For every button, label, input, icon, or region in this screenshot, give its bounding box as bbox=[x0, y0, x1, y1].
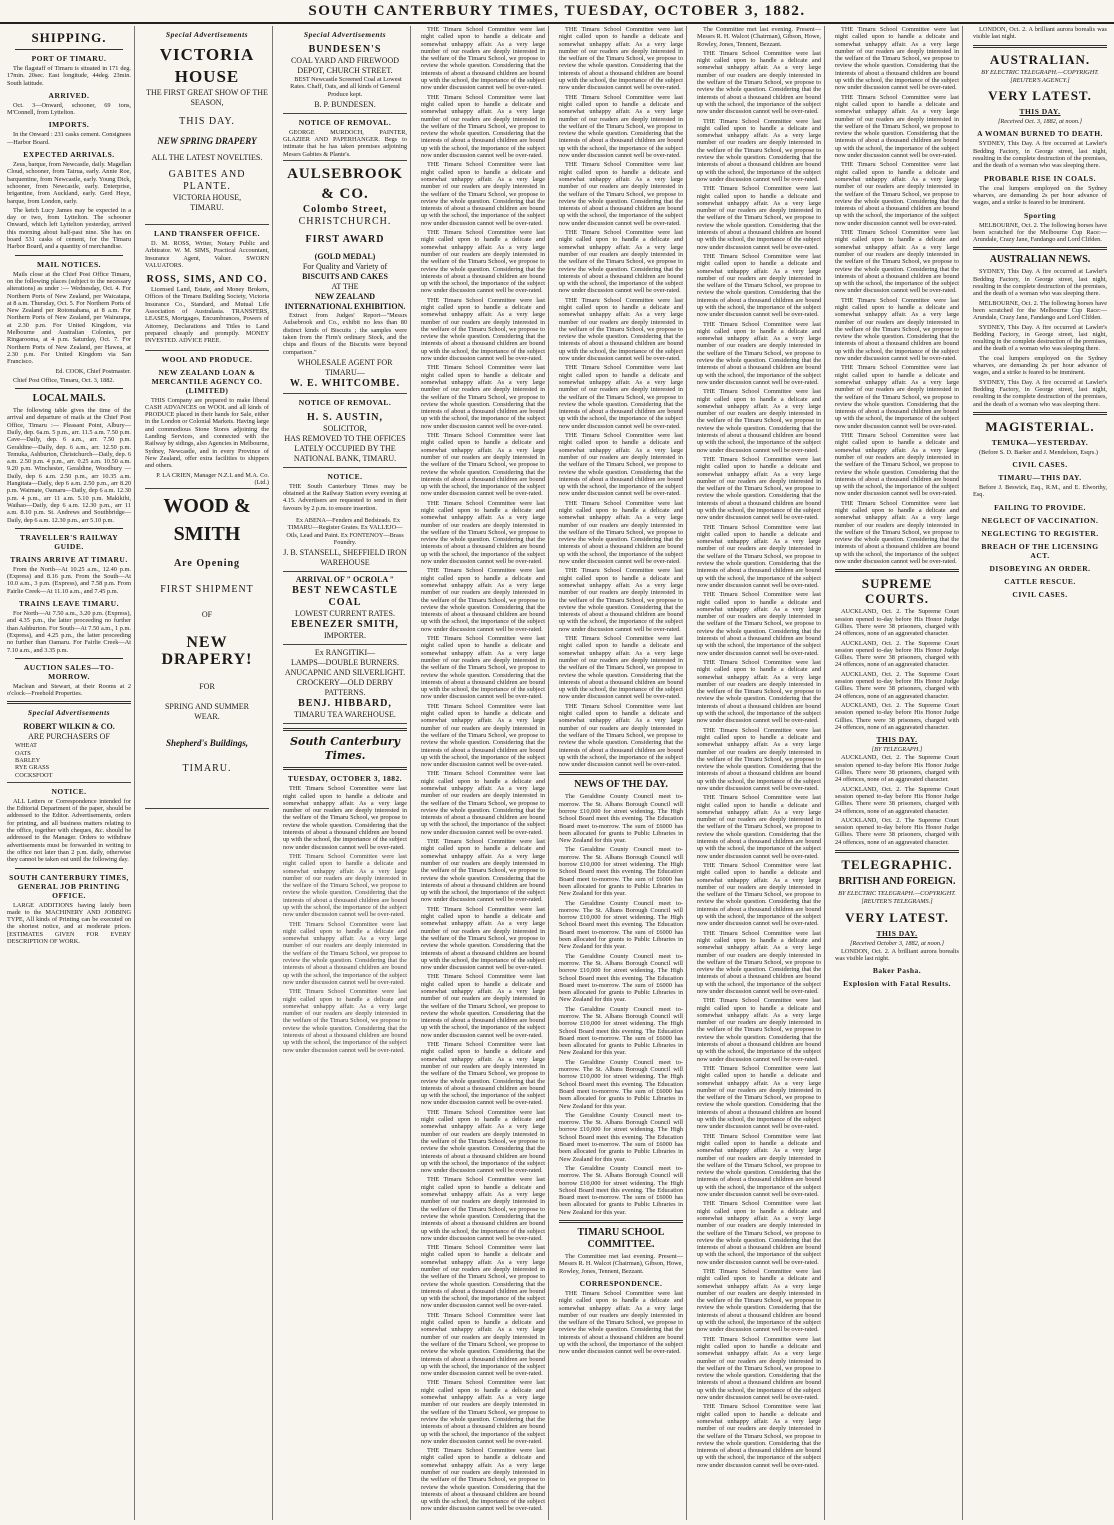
editorial-continued: THE Timaru School Committee were last night called upon to handle a delicate and somewhat unhappy affair. As a very large number of our readers are deeply interested in the welfare of the Timaru School, we propose to review the whole question. Considering that the interests of about a thousand children are bound up with the school, the importance of the subject now under discussion cannot well be over-rated. bbox=[559, 432, 683, 498]
victoria-house-ad bbox=[145, 41, 269, 225]
austin-title: H. S. AUSTIN, bbox=[306, 411, 384, 423]
wilkin-item: RYE GRASS bbox=[15, 764, 50, 772]
timaru-day-heading: TIMARU—THIS DAY. bbox=[998, 473, 1082, 483]
news-text: The Geraldine County Council meet to-morrow. The St. Albans Borough Council will borrow £10,000 for street widening. The High School Board meet this evening. The Education Board meet to-morrow. The sum of £6000 has been allocated for grants to Public Libraries in New Zealand for this year. bbox=[559, 793, 683, 845]
supreme-courts-text: AUCKLAND, Oct. 2. The Supreme Court session opened to-day before His Honor Judge Gillies. There were 38 prisoners, charged with 24 offences, none of an aggravated character. bbox=[835, 639, 959, 669]
australian-news-heading: AUSTRALIAN NEWS. bbox=[989, 254, 1091, 266]
vh-line: NEW SPRING DRAPERY bbox=[157, 136, 257, 146]
supreme-courts-text: AUCKLAND, Oct. 2. The Supreme Court session opened to-day before His Honor Judge Gillies. There were 38 prisoners, charged with 24 offences, none of an aggravated character. bbox=[835, 670, 959, 700]
register-heading: NEGLECTING TO REGISTER. bbox=[981, 528, 1099, 538]
telegraphic-heading: TELEGRAPHIC. bbox=[841, 856, 953, 872]
supreme-courts-text: AUCKLAND, Oct. 2. The Supreme Court session opened to-day before His Honor Judge Gillies. There were 38 prisoners, charged with 24 offences, none of an aggravated character. bbox=[835, 608, 959, 638]
committee-continued: THE Timaru School Committee were last night called upon to handle a delicate and somewhat unhappy affair. As a very large number of our readers are deeply interested in the welfare of the Timaru School, we propose to review the whole question. Considering that the interests of about a thousand children are bound up with the school, the importance of the subject now under discussion cannot well be over-rated. bbox=[835, 499, 959, 566]
committee-continued: THE Timaru School Committee were last night called upon to handle a delicate and somewhat unhappy affair. As a very large number of our readers are deeply interested in the welfare of the Timaru School, we propose to review the whole question. Considering that the interests of about a thousand children are bound up with the school, the importance of the subject now under discussion cannot well be over-rated. bbox=[835, 432, 959, 498]
correspondence-heading: CORRESPONDENCE. bbox=[579, 1278, 663, 1288]
news-text: The Geraldine County Council meet to-morrow. The St. Albans Borough Council will borrow £10,000 for street widening. The High School Board meet this evening. The Education Board meet to-morrow. The sum of £6000 has been allocated for grants to Public Libraries in New Zealand for this year. bbox=[559, 1058, 683, 1110]
explosion-heading: Explosion with Fatal Results. bbox=[843, 979, 951, 989]
masthead-title: SOUTH CANTERBURY TIMES, TUESDAY, OCTOBER 3, 1882. bbox=[308, 3, 806, 19]
committee-continued: THE Timaru School Committee were last night called upon to handle a delicate and somewhat unhappy affair. As a very large number of our readers are deeply interested in the welfare of the Timaru School, we propose to review the whole question. Considering that the interests of about a thousand children are bound up with the school, the importance of the subject now under discussion cannot well be over-rated. bbox=[697, 591, 821, 657]
nzl-signature: P. LA CRIEN, Manager N.Z.L and M.A. Co. (Ltd.) bbox=[156, 471, 269, 486]
aulsebrook-line: Colombo Street, bbox=[302, 204, 388, 216]
murdoch-text: GEORGE MURDOCH, PAINTER, GLAZIER AND PAPERHANGER. Begs to intimate that he has taken premises adjoining Messrs Gabites & Plante's. bbox=[283, 128, 407, 158]
committee-continued: THE Timaru School Committee were last night called upon to handle a delicate and somewhat unhappy affair. As a very large number of our readers are deeply interested in the welfare of the Timaru School, we propose to review the whole question. Considering that the interests of about a thousand children are bound up with the school, the importance of the subject now under discussion cannot well be over-rated. bbox=[697, 658, 821, 725]
auction-heading: AUCTION SALES—TO-MORROW. bbox=[23, 662, 115, 681]
editorial-body: THE Timaru School Committee were last night called upon to handle a delicate and somewhat unhappy affair. As a very large number of our readers are deeply interested in the welfare of the Timaru School, we propose to review the whole question. Considering that the interests of about a thousand children are bound up with the school, the importance of the subject now under discussion cannot well be over-rated. bbox=[283, 988, 407, 1054]
committee-continued: THE Timaru School Committee were last night called upon to handle a delicate and somewhat unhappy affair. As a very large number of our readers are deeply interested in the welfare of the Timaru School, we propose to review the whole question. Considering that the interests of about a thousand children are bound up with the school, the importance of the subject now under discussion cannot well be over-rated. bbox=[697, 1403, 821, 1469]
masthead bbox=[0, 0, 1114, 24]
committee-continued: THE Timaru School Committee were last night called upon to handle a delicate and somewhat unhappy affair. As a very large number of our readers are deeply interested in the welfare of the Timaru School, we propose to review the whole question. Considering that the interests of about a thousand children are bound up with the school, the importance of the subject now under discussion cannot well be over-rated. bbox=[697, 929, 821, 995]
school-committee-text: THE Timaru School Committee were last night called upon to handle a delicate and somewhat unhappy affair. As a very large number of our readers are deeply interested in the welfare of the Timaru School, we propose to review the whole question. Considering that the interests of about a thousand children are bound up with the school, the importance of the subject now under discussion cannot well be over-rated. bbox=[559, 1289, 683, 1356]
bundesen-text: BEST Newcastle Screened Coal at Lowest Rates. Chaff, Oats, and all kinds of General Produce kept. bbox=[290, 76, 402, 98]
news-text: The Geraldine County Council meet to-morrow. The St. Albans Borough Council will borrow £10,000 for street widening. The High School Board meet this evening. The Education Board meet to-morrow. The sum of £6000 has been allocated for grants to Public Libraries in New Zealand for this year. bbox=[559, 846, 683, 898]
hibbard-line: TIMARU TEA WAREHOUSE. bbox=[294, 710, 396, 720]
bundesen-title: BUNDESEN'S bbox=[308, 44, 382, 55]
editorial-continued: THE Timaru School Committee were last night called upon to handle a delicate and somewhat unhappy affair. As a very large number of our readers are deeply interested in the welfare of the Timaru School, we propose to review the whole question. Considering that the interests of about a thousand children are bound up with the school, the importance of the subject now under discussion cannot well be over-rated. bbox=[421, 770, 545, 836]
smith-line: ARRIVAL OF " OCROLA " bbox=[295, 575, 395, 585]
news-text: The Geraldine County Council meet to-morrow. The St. Albans Borough Council will borrow £10,000 for street widening. The High School Board meet this evening. The Education Board meet to-morrow. The sum of £6000 has been allocated for grants to Public Libraries in New Zealand for this year. bbox=[559, 1005, 683, 1057]
australian-news-text: The coal lumpers employed on the Sydney wharves, are demanding 2s per hour advance of wages, and a strike is feared to be imminent. bbox=[973, 354, 1107, 377]
committee-continued: THE Timaru School Committee were last night called upon to handle a delicate and somewhat unhappy affair. As a very large number of our readers are deeply interested in the welfare of the Timaru School, we propose to review the whole question. Considering that the interests of about a thousand children are bound up with the school, the importance of the subject now under discussion cannot well be over-rated. bbox=[835, 26, 959, 92]
job-printing-text: LARGE ADDITIONS having lately been made to the MACHINERY AND JOBBING TYPE, All kinds of Printing can be executed on the shortest notice, and at moderate prices. [ESTIMATES GIVEN FOR EVERY DESCRIPTION OF WORK. bbox=[7, 901, 131, 946]
mail-heading: MAIL NOTICES. bbox=[36, 259, 101, 269]
column-2 bbox=[142, 26, 273, 1520]
woman-burned-heading: A WOMAN BURNED TO DEATH. bbox=[977, 129, 1103, 139]
stansell-text: Ex ABENA—Fenders and Bedsteads. Ex TIMARU—Register Grates. Ex VALLEJO—Oils, Lead and Paint. Ex FONTENOY—Brass Foundry. bbox=[286, 517, 404, 546]
column-5 bbox=[556, 26, 687, 1520]
school-committee-text: The Committee met last evening. Present—Messrs R. H. Walcot (Chairman), Gibson, Howe, Rowley, Jones, Tennent, Bezzant. bbox=[559, 1253, 683, 1275]
ross-sims-ad bbox=[145, 271, 269, 350]
aulsebrook-line: For Quality and Variety of bbox=[302, 262, 388, 272]
ws-line: FOR bbox=[199, 682, 215, 692]
editorial-continued: THE Timaru School Committee were last night called upon to handle a delicate and somewhat unhappy affair. As a very large number of our readers are deeply interested in the welfare of the Timaru School, we propose to review the whole question. Considering that the interests of about a thousand children are bound up with the school, the importance of the subject now under discussion cannot well be over-rated. bbox=[559, 93, 683, 160]
editorial-date: TUESDAY, OCTOBER 3, 1882. bbox=[287, 774, 403, 784]
committee-continued: THE Timaru School Committee were last night called upon to handle a delicate and somewhat unhappy affair. As a very large number of our readers are deeply interested in the welfare of the Timaru School, we propose to review the whole question. Considering that the interests of about a thousand children are bound up with the school, the importance of the subject now under discussion cannot well be over-rated. bbox=[697, 117, 821, 183]
wilkin-item: COCKSFOOT bbox=[15, 771, 53, 779]
editorial-lead: THE Timaru School Committee were last night called upon to handle a delicate and somewhat unhappy affair. As a very large number of our readers are deeply interested in the welfare of the Timaru School, we propose to review the whole question. Considering that the interests of about a thousand children are bound up with the school, the importance of the subject now under discussion cannot well be over-rated. bbox=[283, 785, 407, 851]
trains-arrive-heading: TRAINS ARRIVE AT TIMARU. bbox=[10, 554, 128, 564]
editorial-continued: THE Timaru School Committee were last night called upon to handle a delicate and somewhat unhappy affair. As a very large number of our readers are deeply interested in the welfare of the Timaru School, we propose to review the whole question. Considering that the interests of about a thousand children are bound up with the school, the importance of the subject now under discussion cannot well be over-rated. bbox=[421, 567, 545, 633]
hibbard-line: CROCKERY—OLD DERBY PATTERNS. bbox=[296, 678, 394, 698]
aulsebrook-line: (GOLD MEDAL) bbox=[314, 252, 376, 262]
aulsebrook-line: BISCUITS AND CAKES bbox=[302, 272, 388, 282]
newspaper-columns bbox=[4, 26, 1110, 1522]
committee-continued: THE Timaru School Committee were last night called upon to handle a delicate and somewhat unhappy affair. As a very large number of our readers are deeply interested in the welfare of the Timaru School, we propose to review the whole question. Considering that the interests of about a thousand children are bound up with the school, the importance of the subject now under discussion cannot well be over-rated. bbox=[835, 296, 959, 363]
editorial-continued: THE Timaru School Committee were last night called upon to handle a delicate and somewhat unhappy affair. As a very large number of our readers are deeply interested in the welfare of the Timaru School, we propose to review the whole question. Considering that the interests of about a thousand children are bound up with the school, the importance of the subject now under discussion cannot well be over-rated. bbox=[559, 229, 683, 295]
trains-leave-heading: TRAINS LEAVE TIMARU. bbox=[19, 599, 119, 609]
notice-text: ALL Letters or Correspondence intended for the Editorial Department of the paper, should be addressed to the Editor. Advertisements, orders for printing, and all business matters relating to the office, together with cheques, &c. should be addressed to the Manager. Orders to withdraw advertisements must be forwarded in writing to the office not later than 2 p.m. daily, otherwise they cannot be taken out until the following day. bbox=[7, 797, 131, 864]
editorial-continued: THE Timaru School Committee were last night called upon to handle a delicate and somewhat unhappy affair. As a very large number of our readers are deeply interested in the welfare of the Timaru School, we propose to review the whole question. Considering that the interests of about a thousand children are bound up with the school, the importance of the subject now under discussion cannot well be over-rated. bbox=[421, 1176, 545, 1242]
notice-removal-heading: NOTICE OF REMOVAL. bbox=[298, 117, 392, 127]
committee-continued: THE Timaru School Committee were last night called upon to handle a delicate and somewhat unhappy affair. As a very large number of our readers are deeply interested in the welfare of the Timaru School, we propose to review the whole question. Considering that the interests of about a thousand children are bound up with the school, the importance of the subject now under discussion cannot well be over-rated. bbox=[697, 455, 821, 522]
editorial-continued: THE Timaru School Committee were last night called upon to handle a delicate and somewhat unhappy affair. As a very large number of our readers are deeply interested in the welfare of the Timaru School, we propose to review the whole question. Considering that the interests of about a thousand children are bound up with the school, the importance of the subject now under discussion cannot well be over-rated. bbox=[421, 973, 545, 1039]
vh-line: THIS DAY. bbox=[179, 116, 235, 127]
ws-line: Shepherd's Buildings, bbox=[165, 738, 249, 749]
arrived-heading: ARRIVED. bbox=[48, 90, 90, 100]
vh-line: THE FIRST GREAT SHOW OF THE bbox=[146, 88, 268, 97]
ws-line: NEW DRAPERY! bbox=[161, 634, 253, 669]
vh-line: GABITES AND PLANTE. bbox=[168, 169, 246, 192]
news-text: The Geraldine County Council meet to-morrow. The St. Albans Borough Council will borrow £10,000 for street widening. The High School Board meet this evening. The Education Board meet to-morrow. The sum of £6000 has been allocated for grants to Public Libraries in New Zealand for this year. bbox=[559, 1164, 683, 1216]
australian-heading: AUSTRALIAN. bbox=[989, 51, 1091, 67]
notice-removal-heading: NOTICE OF REMOVAL. bbox=[298, 397, 392, 407]
supreme-courts-text: AUCKLAND, Oct. 2. The Supreme Court session opened to-day before His Honor Judge Gillies. There were 38 prisoners, charged with 24 offences, none of an aggravated character. bbox=[835, 754, 959, 784]
vh-line: TIMARU. bbox=[190, 203, 224, 212]
aulsebrook-ad bbox=[283, 160, 407, 394]
committee-continued: THE Timaru School Committee were last night called upon to handle a delicate and somewhat unhappy affair. As a very large number of our readers are deeply interested in the welfare of the Timaru School, we propose to review the whole question. Considering that the interests of about a thousand children are bound up with the school, the importance of the subject now under discussion cannot well be over-rated. bbox=[835, 93, 959, 160]
committee-continued: THE Timaru School Committee were last night called upon to handle a delicate and somewhat unhappy affair. As a very large number of our readers are deeply interested in the welfare of the Timaru School, we propose to review the whole question. Considering that the interests of about a thousand children are bound up with the school, the importance of the subject now under discussion cannot well be over-rated. bbox=[697, 1064, 821, 1131]
very-latest-heading: VERY LATEST. bbox=[988, 88, 1092, 104]
wilkin-item: WHEAT bbox=[15, 742, 38, 750]
ws-line: Are Opening bbox=[173, 558, 241, 570]
column-1 bbox=[4, 26, 135, 1520]
special-ads-heading: Special Advertisements bbox=[165, 30, 249, 39]
committee-continued: THE Timaru School Committee were last night called upon to handle a delicate and somewhat unhappy affair. As a very large number of our readers are deeply interested in the welfare of the Timaru School, we propose to review the whole question. Considering that the interests of about a thousand children are bound up with the school, the importance of the subject now under discussion cannot well be over-rated. bbox=[697, 1267, 821, 1334]
arrived-text: Oct. 3—Onward, schooner, 69 tons, M'Connell, from Lyttelton. bbox=[7, 101, 131, 117]
notice-text: THE South Canterbury Times may be obtained at the Railway Station every evening at 4.15. Advertisers are requested to send in their favours by 2 p.m. to ensure insertion. bbox=[283, 482, 407, 512]
this-day-heading: THIS DAY. bbox=[876, 735, 918, 745]
hibbard-line: LAMPS—DOUBLE BURNERS. bbox=[290, 658, 399, 668]
editorial-continued: THE Timaru School Committee were last night called upon to handle a delicate and somewhat unhappy affair. As a very large number of our readers are deeply interested in the welfare of the Timaru School, we propose to review the whole question. Considering that the interests of about a thousand children are bound up with the school, the importance of the subject now under discussion cannot well be over-rated. bbox=[421, 161, 545, 227]
electric-telegraph: BY ELECTRIC TELEGRAPH.—COPYRIGHT. bbox=[838, 889, 956, 897]
supreme-courts-heading: SUPREME COURTS. bbox=[861, 576, 933, 607]
temuka-heading: TEMUKA—YESTERDAY. bbox=[991, 437, 1089, 447]
austin-line: HAS REMOVED TO THE OFFICES LATELY OCCUPIED BY THE NATIONAL BANK, TIMARU. bbox=[284, 433, 406, 463]
ws-title: WOOD & SMITH bbox=[163, 495, 251, 546]
notice-heading: NOTICE. bbox=[327, 471, 363, 481]
by-telegraph: [BY TELEGRAPH.] bbox=[871, 746, 923, 754]
news-text: The Geraldine County Council meet to-morrow. The St. Albans Borough Council will borrow £10,000 for street widening. The High School Board meet this evening. The Education Board meet to-morrow. The sum of £6000 has been allocated for grants to Public Libraries in New Zealand for this year. bbox=[559, 952, 683, 1004]
committee-continued: THE Timaru School Committee were last night called upon to handle a delicate and somewhat unhappy affair. As a very large number of our readers are deeply interested in the welfare of the Timaru School, we propose to review the whole question. Considering that the interests of about a thousand children are bound up with the school, the importance of the subject now under discussion cannot well be over-rated. bbox=[697, 49, 821, 116]
imports-heading: IMPORTS. bbox=[48, 120, 90, 130]
civil-cases-heading: CIVIL CASES. bbox=[1012, 460, 1068, 470]
editorial-continued: THE Timaru School Committee were last night called upon to handle a delicate and somewhat unhappy affair. As a very large number of our readers are deeply interested in the welfare of the Timaru School, we propose to review the whole question. Considering that the interests of about a thousand children are bound up with the school, the importance of the subject now under discussion cannot well be over-rated. bbox=[421, 1041, 545, 1107]
ross-text: Licensed Land, Estate, and Money Brokers, Offices of the Timaru Building Society, Victoria Insurance Co., Standard, and Mutual Life Association of Australasia. TRANSFERS, LEASES, Mortgages, Encumbrances, Powers of Attorney, Declarations and Titles to Land prepared cheaply and promptly. MONEY INVESTED. ADVICE FREE. bbox=[145, 286, 269, 345]
committee-continued: THE Timaru School Committee were last night called upon to handle a delicate and somewhat unhappy affair. As a very large number of our readers are deeply interested in the welfare of the Timaru School, we propose to review the whole question. Considering that the interests of about a thousand children are bound up with the school, the importance of the subject now under discussion cannot well be over-rated. bbox=[697, 1200, 821, 1266]
sporting-heading: Sporting bbox=[1024, 210, 1056, 220]
imports-text: In the Onward : 231 casks cement. Consignees—Harbor Board. bbox=[7, 131, 131, 146]
editorial-continued: THE Timaru School Committee were last night called upon to handle a delicate and somewhat unhappy affair. As a very large number of our readers are deeply interested in the welfare of the Timaru School, we propose to review the whole question. Considering that the interests of about a thousand children are bound up with the school, the importance of the subject now under discussion cannot well be over-rated. bbox=[421, 296, 545, 363]
electric-telegraph: BY ELECTRIC TELEGRAPH.—COPYRIGHT. bbox=[981, 68, 1099, 76]
baker-pasha-heading: Baker Pasha. bbox=[872, 966, 922, 976]
civil-cases-heading: CIVIL CASES. bbox=[1012, 589, 1068, 599]
column-7 bbox=[832, 26, 963, 1520]
committee-continued: THE Timaru School Committee were last night called upon to handle a delicate and somewhat unhappy affair. As a very large number of our readers are deeply interested in the welfare of the Timaru School, we propose to review the whole question. Considering that the interests of about a thousand children are bound up with the school, the importance of the subject now under discussion cannot well be over-rated. bbox=[697, 726, 821, 792]
editorial-continued: THE Timaru School Committee were last night called upon to handle a delicate and somewhat unhappy affair. As a very large number of our readers are deeply interested in the welfare of the Timaru School, we propose to review the whole question. Considering that the interests of about a thousand children are bound up with the school, the importance of the subject now under discussion cannot well be over-rated. bbox=[421, 432, 545, 498]
editorial-body: THE Timaru School Committee were last night called upon to handle a delicate and somewhat unhappy affair. As a very large number of our readers are deeply interested in the welfare of the Timaru School, we propose to review the whole question. Considering that the interests of about a thousand children are bound up with the school, the importance of the subject now under discussion cannot well be over-rated. bbox=[283, 852, 407, 919]
smith-line: EBENEZER SMITH, bbox=[291, 619, 399, 631]
bundesen-ad bbox=[283, 41, 407, 114]
committee-continued: THE Timaru School Committee were last night called upon to handle a delicate and somewhat unhappy affair. As a very large number of our readers are deeply interested in the welfare of the Timaru School, we propose to review the whole question. Considering that the interests of about a thousand children are bound up with the school, the importance of the subject now under discussion cannot well be over-rated. bbox=[697, 861, 821, 928]
mail-office: Chief Post Office, Timaru, Oct. 3, 1882. bbox=[13, 376, 115, 384]
hibbard-line: ANUCAPNIC AND SILVERLIGHT. bbox=[284, 668, 406, 678]
editorial-continued: THE Timaru School Committee were last night called upon to handle a delicate and somewhat unhappy affair. As a very large number of our readers are deeply interested in the welfare of the Timaru School, we propose to review the whole question. Considering that the interests of about a thousand children are bound up with the school, the importance of the subject now under discussion cannot well be over-rated. bbox=[421, 1311, 545, 1378]
editorial-continued: THE Timaru School Committee were last night called upon to handle a delicate and somewhat unhappy affair. As a very large number of our readers are deeply interested in the welfare of the Timaru School, we propose to review the whole question. Considering that the interests of about a thousand children are bound up with the school, the importance of the subject now under discussion cannot well be over-rated. bbox=[559, 296, 683, 363]
committee-continued: THE Timaru School Committee were last night called upon to handle a delicate and somewhat unhappy affair. As a very large number of our readers are deeply interested in the welfare of the Timaru School, we propose to review the whole question. Considering that the interests of about a thousand children are bound up with the school, the importance of the subject now under discussion cannot well be over-rated. bbox=[835, 229, 959, 295]
mail-text: Mails close at the Chief Post Office Timaru, on the following places (subject to the necessary alterations) as under :— Wednesday, Oct. 4. For Northern Ports of New Zealand, per Waicatapa, at 8 a.m. Thursday, Oct. 5. For Northern Ports of New Zealand per Rotomahana, at 8 a.m. For Northern Ports of New Zealand, per Wairarapa, at 2.30 p.m. For United Kingdom, via Melbourne and Australian Colonies, per Ringarooma, at 4 p.m. Saturday, Oct. 7. For Northern Ports of New Zealand, per Hawea, at 2.30 p.m. For United Kingdom via San Francisco. bbox=[7, 270, 131, 366]
flagstaff-text: The flagstaff of Timaru is situated in 171 deg. 17min. 20sec. East longitude, 44deg. 23min. South latitude. bbox=[7, 65, 131, 87]
editorial-body: THE Timaru School Committee were last night called upon to handle a delicate and somewhat unhappy affair. As a very large number of our readers are deeply interested in the welfare of the Timaru School, we propose to review the whole question. Considering that the interests of about a thousand children are bound up with the school, the importance of the subject now under discussion cannot well be over-rated. bbox=[283, 920, 407, 986]
expected-text: Zeus, barque, from Newcastle, daily. Magellan Cloud, schooner, from Tairua, early. Annie Roe, barquentine, from Newcastle, early. Young Dick, schooner, from Newcastle, early. Enterprise, brigantine, from Auckland, early. Gerd Heye, barque, from London, early. bbox=[7, 161, 131, 205]
hibbard-line: Ex RANGITIKI— bbox=[314, 648, 376, 658]
aulsebrook-extract: Extract from Judges' Report—"Messrs Aulsebrook and Co., exhibit no less than 80 distinct kinds of Biscuits ; the samples were taken from the Firm's ordinary Stock, and the chips and flours of the Biscuits were beyond comparison." bbox=[283, 312, 407, 356]
local-mails-heading: LOCAL MAILS. bbox=[32, 393, 106, 405]
london-text: LONDON, Oct. 2. A brilliant aurora borealis was visible last night. bbox=[835, 947, 959, 963]
aulsebrook-line: NEW ZEALAND INTERNATIONAL EXHIBITION. bbox=[284, 292, 406, 312]
wood-smith-ad bbox=[145, 488, 269, 809]
very-latest-heading: VERY LATEST. bbox=[845, 909, 949, 925]
railway-guide-heading: TRAVELLER'S RAILWAY GUIDE. bbox=[19, 532, 119, 551]
supreme-courts-text: AUCKLAND, Oct. 2. The Supreme Court session opened to-day before His Honor Judge Gillies. There were 38 prisoners, charged with 24 offences, none of an aggravated character. bbox=[835, 785, 959, 815]
editorial-continued: THE Timaru School Committee were last night called upon to handle a delicate and somewhat unhappy affair. As a very large number of our readers are deeply interested in the welfare of the Timaru School, we propose to review the whole question. Considering that the interests of about a thousand children are bound up with the school, the importance of the subject now under discussion cannot well be over-rated. bbox=[559, 161, 683, 227]
editorial-continued: THE Timaru School Committee were last night called upon to handle a delicate and somewhat unhappy affair. As a very large number of our readers are deeply interested in the welfare of the Timaru School, we propose to review the whole question. Considering that the interests of about a thousand children are bound up with the school, the importance of the subject now under discussion cannot well be over-rated. bbox=[559, 26, 683, 92]
australian-news-text: MELBOURNE, Oct. 2. The following horses have been scratched for the Melbourne Cup Race:—Arundale, Crazy Jane, Fandango and Lord Clifden. bbox=[973, 299, 1107, 322]
smith-line: IMPORTER. bbox=[324, 631, 366, 641]
land-transfer-heading: LAND TRANSFER OFFICE. bbox=[154, 229, 260, 238]
special-ads-heading: Special Advertisements bbox=[303, 30, 387, 39]
sydney-text: SYDNEY, This Day. A fire occurred at Lawler's Bedding Factory, in George street, last night, resulting in the complete destruction of the premises, and the death of a woman who was sleeping there. bbox=[973, 140, 1107, 170]
editorial-continued: THE Timaru School Committee were last night called upon to handle a delicate and somewhat unhappy affair. As a very large number of our readers are deeply interested in the welfare of the Timaru School, we propose to review the whole question. Considering that the interests of about a thousand children are bound up with the school, the importance of the subject now under discussion cannot well be over-rated. bbox=[421, 838, 545, 904]
aulsebrook-agent-name: W. E. WHITCOMBE. bbox=[289, 377, 401, 389]
received-time: [Received Oct. 3, 1882, at noon.] bbox=[997, 118, 1083, 126]
ws-line: SPRING AND SUMMER bbox=[164, 702, 250, 712]
committee-continued: THE Timaru School Committee were last night called upon to handle a delicate and somewhat unhappy affair. As a very large number of our readers are deeply interested in the welfare of the Timaru School, we propose to review the whole question. Considering that the interests of about a thousand children are bound up with the school, the importance of the subject now under discussion cannot well be over-rated. bbox=[697, 997, 821, 1063]
vh-title: VICTORIA HOUSE bbox=[159, 45, 255, 86]
reuters-agency: [REUTER'S AGENCY.] bbox=[1010, 76, 1070, 84]
wilkin-title: ROBERT WILKIN & CO. bbox=[23, 722, 115, 732]
wilkin-item: OATS bbox=[15, 749, 31, 757]
smith-line: BEST NEWCASTLE COAL bbox=[292, 585, 398, 609]
committee-continued: THE Timaru School Committee were last night called upon to handle a delicate and somewhat unhappy affair. As a very large number of our readers are deeply interested in the welfare of the Timaru School, we propose to review the whole question. Considering that the interests of about a thousand children are bound up with the school, the importance of the subject now under discussion cannot well be over-rated. bbox=[835, 161, 959, 227]
job-printing-heading: SOUTH CANTERBURY TIMES, GENERAL JOB PRINTING OFFICE. bbox=[9, 872, 129, 900]
smith-line: LOWEST CURRENT RATES. bbox=[295, 609, 395, 619]
editorial-continued: THE Timaru School Committee were last night called upon to handle a delicate and somewhat unhappy affair. As a very large number of our readers are deeply interested in the welfare of the Timaru School, we propose to review the whole question. Considering that the interests of about a thousand children are bound up with the school, the importance of the subject now under discussion cannot well be over-rated. bbox=[421, 702, 545, 769]
ws-line: OF bbox=[201, 610, 213, 620]
received-time: [Received October 3, 1882, at noon.] bbox=[849, 939, 945, 947]
coals-heading: PROBABLE RISE IN COALS. bbox=[984, 173, 1096, 183]
australian-news-text: SYDNEY, This Day. A fire occurred at Lawler's Bedding Factory, in George street, last night, resulting in the complete destruction of the premises, and the death of a woman who was sleeping there. bbox=[973, 378, 1107, 408]
this-day-heading: THIS DAY. bbox=[1019, 107, 1061, 117]
bundesen-subtitle: COAL YARD AND FIREWOOD DEPOT, CHURCH STREET. bbox=[290, 56, 400, 75]
aulsebrook-line: CHRISTCHURCH. bbox=[298, 216, 392, 228]
committee-continued: THE Timaru School Committee were last night called upon to handle a delicate and somewhat unhappy affair. As a very large number of our readers are deeply interested in the welfare of the Timaru School, we propose to review the whole question. Considering that the interests of about a thousand children are bound up with the school, the importance of the subject now under discussion cannot well be over-rated. bbox=[697, 1335, 821, 1402]
committee-continued: THE Timaru School Committee were last night called upon to handle a delicate and somewhat unhappy affair. As a very large number of our readers are deeply interested in the welfare of the Timaru School, we propose to review the whole question. Considering that the interests of about a thousand children are bound up with the school, the importance of the subject now under discussion cannot well be over-rated. bbox=[697, 794, 821, 860]
cattle-heading: CATTLE RESCUE. bbox=[1004, 576, 1076, 586]
committee-continued: THE Timaru School Committee were last night called upon to handle a delicate and somewhat unhappy affair. As a very large number of our readers are deeply interested in the welfare of the Timaru School, we propose to review the whole question. Considering that the interests of about a thousand children are bound up with the school, the importance of the subject now under discussion cannot well be over-rated. bbox=[835, 364, 959, 430]
telegraph-continued: LONDON, Oct. 2. A brilliant aurora borealis was visible last night. bbox=[973, 26, 1107, 41]
vh-line: SEASON, bbox=[190, 98, 224, 107]
paper-nameplate: South Canterbury Times. bbox=[290, 735, 400, 763]
wilkin-ad bbox=[7, 719, 131, 782]
vh-line: VICTORIA HOUSE, bbox=[172, 193, 242, 202]
licensing-heading: BREACH OF THE LICENSING ACT. bbox=[981, 541, 1099, 560]
column-3 bbox=[280, 26, 411, 1520]
committee-continued: THE Timaru School Committee were last night called upon to handle a delicate and somewhat unhappy affair. As a very large number of our readers are deeply interested in the welfare of the Timaru School, we propose to review the whole question. Considering that the interests of about a thousand children are bound up with the school, the importance of the subject now under discussion cannot well be over-rated. bbox=[697, 523, 821, 589]
special-ads-heading: Special Advertisements bbox=[27, 708, 111, 718]
ws-line: TIMARU. bbox=[182, 763, 232, 775]
port-heading: PORT OF TIMARU. bbox=[31, 54, 107, 63]
smith-coal-ad bbox=[283, 572, 407, 645]
nzl-heading: NEW ZEALAND LOAN & MERCANTILE AGENCY CO. (LIMITED) bbox=[151, 367, 263, 395]
austin-line: SOLICITOR, bbox=[323, 423, 367, 433]
editorial-continued: THE Timaru School Committee were last night called upon to handle a delicate and somewhat unhappy affair. As a very large number of our readers are deeply interested in the welfare of the Timaru School, we propose to review the whole question. Considering that the interests of about a thousand children are bound up with the school, the importance of the subject now under discussion cannot well be over-rated. bbox=[421, 229, 545, 295]
stansell-signature: J. B. STANSELL, SHEFFIELD IRON WAREHOUSE bbox=[283, 548, 407, 568]
aulsebrook-agent: WHOLESALE AGENT FOR TIMARU— bbox=[297, 357, 393, 377]
aulsebrook-line: AT THE bbox=[331, 282, 359, 292]
ws-line: FIRST SHIPMENT bbox=[160, 584, 254, 596]
reuters-telegrams: [REUTER'S TELEGRAMS.] bbox=[861, 898, 933, 906]
australian-news-text: SYDNEY, This Day. A fire occurred at Lawler's Bedding Factory, in George street, last night, resulting in the complete destruction of the premises, and the death of a woman who was sleeping there. bbox=[973, 323, 1107, 353]
shipping-heading: SHIPPING. bbox=[31, 30, 107, 45]
failing-heading: FAILING TO PROVIDE. bbox=[994, 502, 1086, 512]
aulsebrook-line: FIRST AWARD bbox=[305, 234, 385, 246]
british-foreign-heading: BRITISH AND FOREIGN. bbox=[838, 875, 956, 887]
nzl-text: THIS Company are prepared to make liberal CASH ADVANCES on WOOL and all kinds of PRODUCE placed in their hands for Sale, either in the London or Colonial Markets. Having large and commodious Stone Stores adjoining the Landing Services, and connected with the Railway by sidings, also Agencies in Melbourne, Sydney, Newcastle, and in every Province of New Zealand, offer extra facilities to shippers and others. bbox=[145, 396, 269, 470]
wool-heading: WOOL AND PRODUCE. bbox=[161, 354, 253, 364]
auction-text: Maclean and Stewart, at their Rooms at 2 o'clock—Freehold Properties. bbox=[7, 682, 131, 698]
supreme-courts-text: AUCKLAND, Oct. 2. The Supreme Court session opened to-day before His Honor Judge Gillies. There were 38 prisoners, charged with 24 offences, none of an aggravated character. bbox=[835, 701, 959, 731]
editorial-continued: THE Timaru School Committee were last night called upon to handle a delicate and somewhat unhappy affair. As a very large number of our readers are deeply interested in the welfare of the Timaru School, we propose to review the whole question. Considering that the interests of about a thousand children are bound up with the school, the importance of the subject now under discussion cannot well be over-rated. bbox=[559, 635, 683, 701]
news-text: The Geraldine County Council meet to-morrow. The St. Albans Borough Council will borrow £10,000 for street widening. The High School Board meet this evening. The Education Board meet to-morrow. The sum of £6000 has been allocated for grants to Public Libraries in New Zealand for this year. bbox=[559, 899, 683, 951]
editorial-continued: THE Timaru School Committee were last night called upon to handle a delicate and somewhat unhappy affair. As a very large number of our readers are deeply interested in the welfare of the Timaru School, we propose to review the whole question. Considering that the interests of about a thousand children are bound up with the school, the importance of the subject now under discussion cannot well be over-rated. bbox=[421, 26, 545, 92]
editorial-continued: THE Timaru School Committee were last night called upon to handle a delicate and somewhat unhappy affair. As a very large number of our readers are deeply interested in the welfare of the Timaru School, we propose to review the whole question. Considering that the interests of about a thousand children are bound up with the school, the importance of the subject now under discussion cannot well be over-rated. bbox=[421, 364, 545, 430]
school-committee-heading: TIMARU SCHOOL COMMITTEE. bbox=[577, 1227, 665, 1251]
editorial-continued: THE Timaru School Committee were last night called upon to handle a delicate and somewhat unhappy affair. As a very large number of our readers are deeply interested in the welfare of the Timaru School, we propose to review the whole question. Considering that the interests of about a thousand children are bound up with the school, the importance of the subject now under discussion cannot well be over-rated. bbox=[559, 499, 683, 566]
editorial-continued: THE Timaru School Committee were last night called upon to handle a delicate and somewhat unhappy affair. As a very large number of our readers are deeply interested in the welfare of the Timaru School, we propose to review the whole question. Considering that the interests of about a thousand children are bound up with the school, the importance of the subject now under discussion cannot well be over-rated. bbox=[559, 567, 683, 633]
supreme-courts-text: AUCKLAND, Oct. 2. The Supreme Court session opened to-day before His Honor Judge Gillies. There were 38 prisoners, charged with 24 offences, none of an aggravated character. bbox=[835, 816, 959, 846]
hibbard-title: BENJ. HIBBARD, bbox=[298, 698, 392, 710]
editorial-continued: THE Timaru School Committee were last night called upon to handle a delicate and somewhat unhappy affair. As a very large number of our readers are deeply interested in the welfare of the Timaru School, we propose to review the whole question. Considering that the interests of about a thousand children are bound up with the school, the importance of the subject now under discussion cannot well be over-rated. bbox=[559, 364, 683, 430]
disobeying-heading: DISOBEYING AN ORDER. bbox=[989, 563, 1091, 573]
wilkin-item: BARLEY bbox=[15, 757, 41, 764]
hibbard-ad bbox=[283, 645, 407, 724]
editorial-continued: THE Timaru School Committee were last night called upon to handle a delicate and somewhat unhappy affair. As a very large number of our readers are deeply interested in the welfare of the Timaru School, we propose to review the whole question. Considering that the interests of about a thousand children are bound up with the school, the importance of the subject now under discussion cannot well be over-rated. bbox=[421, 1244, 545, 1310]
bundesen-signature: B. P. BUNDESEN. bbox=[314, 99, 376, 109]
vh-line: ALL THE LATEST NOVELTIES. bbox=[151, 153, 263, 162]
committee-continued: THE Timaru School Committee were last night called upon to handle a delicate and somewhat unhappy affair. As a very large number of our readers are deeply interested in the welfare of the Timaru School, we propose to review the whole question. Considering that the interests of about a thousand children are bound up with the school, the importance of the subject now under discussion cannot well be over-rated. bbox=[697, 320, 821, 386]
ketch-text: The ketch Lucy James may be expected in a day or two, from Lyttelton. The schooner Onward, which left Lyttelton yesterday, arrived this morning about half-past nine. She has on board 531 casks of cement, for the Timaru Harbor Board, and a quantity of merchandise. bbox=[7, 206, 131, 251]
local-mails-text: The following table gives the time of the arrival and departure of mails at the Chief Post Office, Timaru :— Pleasant Point, Albury—Daily, dep. 6a.m. 5 p.m., arr. 11.5 a.m. 7.50 p.m. Cave—Daily, dep. 6 a.m., arr. 7.50 p.m. Geraldine—Daily, dep. 6 a.m., arr. 12.50 p.m. Temuka, Ashburton, Christchurch—Daily, dep. 6 a.m. 2.50 p.m. 4 p.m., arr. 0.25 a.m. 10.50 a.m. 9.20 p.m. Winchester, Geraldine, Woodbury — Daily, dep 6 a.m. 2.50 p.m., arr 10.35 a.m. Hangitata—Daily, dep 6 a.m. 2.50 p.m., arr 8.20 p.m. Waimate, Oamaru—Daily, dep 6 a.m. 12.30 p.m. 4 p.m., arr 11 a.m. 5.10 p.m. Makikihi, Waihao—Daily, dep 6 a.m. 12.30 p.m., arr 11 a.m. 8.10 p.m. St. Andrews and Southbridge—Daily, dep 6 a.m. 12.30 p.m., arr 5.10 p.m. bbox=[7, 407, 131, 524]
aulsebrook-title: AULSEBROOK & CO. bbox=[287, 166, 403, 203]
column-4 bbox=[418, 26, 549, 1520]
austin-ad bbox=[283, 409, 407, 468]
land-transfer-text: D. M. ROSS, Writer, Notary Public and Arbitrator. W. M. SIMS, Practical Accountant, Insurance Agent, Valuer. SWORN VALUATORS. bbox=[145, 240, 269, 269]
committee-continued: THE Timaru School Committee were last night called upon to handle a delicate and somewhat unhappy affair. As a very large number of our readers are deeply interested in the welfare of the Timaru School, we propose to review the whole question. Considering that the interests of about a thousand children are bound up with the school, the importance of the subject now under discussion cannot well be over-rated. bbox=[697, 388, 821, 454]
ws-line: WEAR. bbox=[194, 712, 220, 722]
temuka-text: (Before S. D. Barker and J. Mendelson, Esqrs.) bbox=[979, 448, 1098, 456]
committee-continued: The Committee met last evening. Present—Messrs R. H. Walcot (Chairman), Gibson, Howe, Rowley, Jones, Tennent, Bezzant. bbox=[697, 26, 821, 48]
timaru-day-text: Before J. Beswick, Esq., R.M., and E. Elworthy, Esq. bbox=[973, 484, 1107, 499]
editorial-continued: THE Timaru School Committee were last night called upon to handle a delicate and somewhat unhappy affair. As a very large number of our readers are deeply interested in the welfare of the Timaru School, we propose to review the whole question. Considering that the interests of about a thousand children are bound up with the school, the importance of the subject now under discussion cannot well be over-rated. bbox=[559, 702, 683, 769]
editorial-continued: THE Timaru School Committee were last night called upon to handle a delicate and somewhat unhappy affair. As a very large number of our readers are deeply interested in the welfare of the Timaru School, we propose to review the whole question. Considering that the interests of about a thousand children are bound up with the school, the importance of the subject now under discussion cannot well be over-rated. bbox=[421, 93, 545, 160]
trains-arrive-text: From the North—At 10.25 a.m., 12.40 p.m. (Express) and 8.16 p.m. From the South—At 10.0 a.m., 3 p.m. (Express), and 7.58 p.m. From Fairlie Creek—At 11.10 a.m., and 7.45 p.m. bbox=[7, 565, 131, 595]
committee-continued: THE Timaru School Committee were last night called upon to handle a delicate and somewhat unhappy affair. As a very large number of our readers are deeply interested in the welfare of the Timaru School, we propose to review the whole question. Considering that the interests of about a thousand children are bound up with the school, the importance of the subject now under discussion cannot well be over-rated. bbox=[697, 1132, 821, 1199]
ross-title: ROSS, SIMS, AND CO. bbox=[146, 274, 268, 286]
editorial-continued: THE Timaru School Committee were last night called upon to handle a delicate and somewhat unhappy affair. As a very large number of our readers are deeply interested in the welfare of the Timaru School, we propose to review the whole question. Considering that the interests of about a thousand children are bound up with the school, the importance of the subject now under discussion cannot well be over-rated. bbox=[421, 1379, 545, 1445]
column-6 bbox=[694, 26, 825, 1520]
editorial-continued: THE Timaru School Committee were last night called upon to handle a delicate and somewhat unhappy affair. As a very large number of our readers are deeply interested in the welfare of the Timaru School, we propose to review the whole question. Considering that the interests of about a thousand children are bound up with the school, the importance of the subject now under discussion cannot well be over-rated. bbox=[421, 1108, 545, 1175]
trains-leave-text: For North—At 7.50 a.m., 3.20 p.m. (Express), and 4.35 p.m., the latter proceeding no further than Ashburton. For South—At 7.50 a.m., 1 p.m. (Express), and 4.25 p.m., the latter proceeding no further than Oamaru. For Fairlie Creek—At 7.10 a.m., and 3.35 p.m. bbox=[7, 610, 131, 654]
news-text: The Geraldine County Council meet to-morrow. The St. Albans Borough Council will borrow £10,000 for street widening. The High School Board meet this evening. The Education Board meet to-morrow. The sum of £6000 has been allocated for grants to Public Libraries in New Zealand for this year. bbox=[559, 1111, 683, 1163]
news-heading: NEWS OF THE DAY. bbox=[574, 779, 668, 791]
committee-continued: THE Timaru School Committee were last night called upon to handle a delicate and somewhat unhappy affair. As a very large number of our readers are deeply interested in the welfare of the Timaru School, we propose to review the whole question. Considering that the interests of about a thousand children are bound up with the school, the importance of the subject now under discussion cannot well be over-rated. bbox=[697, 252, 821, 319]
column-8 bbox=[970, 26, 1110, 1520]
vaccination-heading: NEGLECT OF VACCINATION. bbox=[981, 515, 1099, 525]
editorial-continued: THE Timaru School Committee were last night called upon to handle a delicate and somewhat unhappy affair. As a very large number of our readers are deeply interested in the welfare of the Timaru School, we propose to review the whole question. Considering that the interests of about a thousand children are bound up with the school, the importance of the subject now under discussion cannot well be over-rated. bbox=[421, 499, 545, 566]
committee-continued: THE Timaru School Committee were last night called upon to handle a delicate and somewhat unhappy affair. As a very large number of our readers are deeply interested in the welfare of the Timaru School, we propose to review the whole question. Considering that the interests of about a thousand children are bound up with the school, the importance of the subject now under discussion cannot well be over-rated. bbox=[697, 185, 821, 251]
notice-heading: NOTICE. bbox=[51, 786, 87, 796]
coals-text: The coal lumpers employed on the Sydney wharves, are demanding 2s per hour advance of wages, and a strike is feared to be imminent. bbox=[973, 184, 1107, 207]
expected-heading: EXPECTED ARRIVALS. bbox=[23, 150, 115, 160]
wilkin-subtitle: ARE PURCHASERS OF bbox=[28, 732, 110, 742]
melbourne-text: MELBOURNE, Oct. 2. The following horses have been scratched for the Melbourne Cup Race:—Arundale, Crazy Jane, Fandango and Lord Clifden. bbox=[973, 221, 1107, 244]
stansell-ad bbox=[283, 514, 407, 572]
australian-news-text: SYDNEY, This Day. A fire occurred at Lawler's Bedding Factory, in George street, last night, resulting in the complete destruction of the premises, and the death of a woman who was sleeping there. bbox=[973, 268, 1107, 298]
editorial-continued: THE Timaru School Committee were last night called upon to handle a delicate and somewhat unhappy affair. As a very large number of our readers are deeply interested in the welfare of the Timaru School, we propose to review the whole question. Considering that the interests of about a thousand children are bound up with the school, the importance of the subject now under discussion cannot well be over-rated. bbox=[421, 635, 545, 701]
editorial-continued: THE Timaru School Committee were last night called upon to handle a delicate and somewhat unhappy affair. As a very large number of our readers are deeply interested in the welfare of the Timaru School, we propose to review the whole question. Considering that the interests of about a thousand children are bound up with the school, the importance of the subject now under discussion cannot well be over-rated. bbox=[421, 905, 545, 972]
magisterial-heading: MAGISTERIAL. bbox=[985, 418, 1095, 434]
mail-signature: Ed. COOK, Chief Postmaster. bbox=[55, 367, 131, 375]
this-day-heading: THIS DAY. bbox=[876, 928, 918, 938]
editorial-continued: THE Timaru School Committee were last night called upon to handle a delicate and somewhat unhappy affair. As a very large number of our readers are deeply interested in the welfare of the Timaru School, we propose to review the whole question. Considering that the interests of about a thousand children are bound up with the school, the importance of the subject now under discussion cannot well be over-rated. bbox=[421, 1447, 545, 1513]
